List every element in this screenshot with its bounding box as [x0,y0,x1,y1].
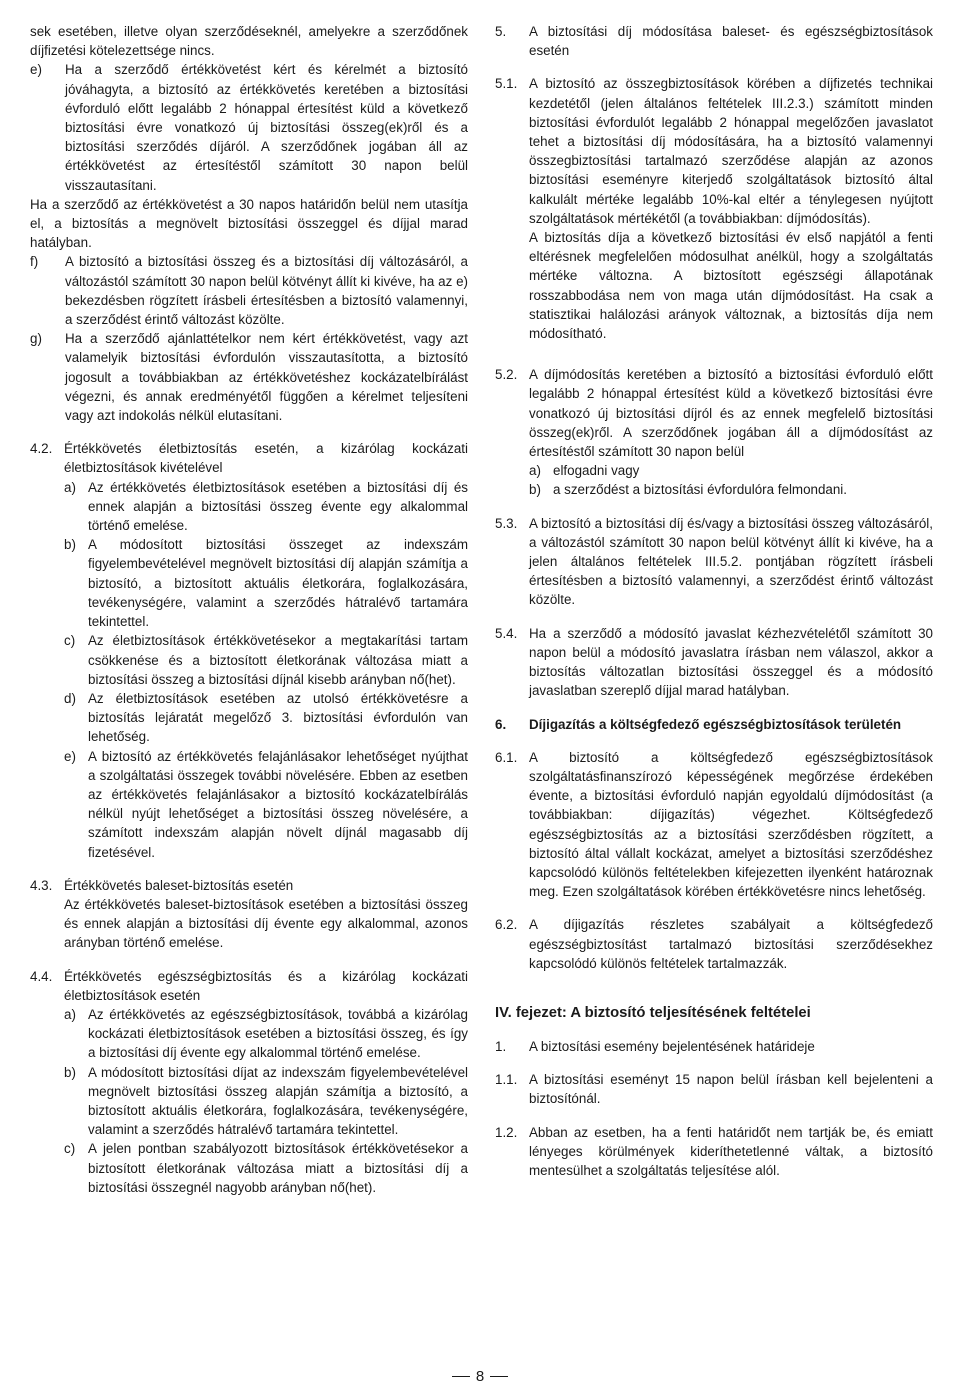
section-6-2-number: 6.2. [495,917,518,933]
section-4-2-item-label: c) [64,633,76,649]
item-f-label: f) [30,254,39,270]
section-4-3-number: 4.3. [30,877,53,893]
item-g-label: g) [30,331,42,347]
section-5-1 [495,74,933,343]
section-5-1-text: A biztosító az összegbiztosítások körében a díjfizetés technikai kezdetétől (jelen általános feltételek III.2.3.) számított minden biztosítási évfordulót legalább 2 hónappal megelőzően javaslatot tehet a biztosítási díj módosítására, ha a biztosító valamennyi összegbiztosítási tartalmazó szerződése alapján az azonos biztosítási eseményre kiterjedő szolgáltatások biztosító által kalkulált mértéke legalább 10%-kal eltér a ténylegesen nyújtott szolgáltatások mértékétől (a továbbiakban: díjmódosítás). [529,76,933,226]
section-iv-1-2 [495,1123,933,1181]
item-e-continuation: Ha a szerződő az értékkövetést a 30 napos határidőn belül nem utasítja el, a biztosítás a megnövelt biztosítási összeggel és díjjal marad hatályban. [30,196,468,251]
section-4-3-title: Értékkövetés baleset-biztosítás esetén [64,877,294,893]
section-5-number: 5. [495,24,507,39]
item-e-text: Ha a szerződő értékkövetést kért és kérelmét a biztosító jóváhagyta, a biztosító az értékkövetés keretében a biztosítási évforduló előtt legalább 2 hónappal értesítést küld a következő biztosítási évre vonatkozó új biztosítási összeg(ek)ről és a biztosítási szerződés díjáról. A szerződőnek jogában áll az értékkövetést az értesítéstől számított 30 napon belül visszautasítani. [65,62,468,193]
section-4-2-item-label: b) [64,537,76,553]
section-5-title: A biztosítási díj módosítása baleset- és egészségbiztosítások esetén [529,24,933,59]
section-6-number: 6. [495,716,507,732]
section-5-2-item [529,480,933,499]
section-4-4-list [64,1005,468,1197]
section-4-2-item [64,535,468,631]
intro-paragraph: sek esetében, illetve olyan szerződéseknél, amelyekre a szerződőnek díjfizetési kötelezettsége nincs. [30,24,468,59]
section-4-4-item-label: b) [64,1064,76,1080]
section-4-4-item [64,1005,468,1063]
section-5-2-text: A díjmódosítás keretében a biztosító a biztosítási évforduló előtt legalább 2 hónappal értesítést küld a következő biztosítási évre vonatkozó új biztosítási díjról és az ennek megfelelő biztosítási összeg(ek)ről. A szerződőnek jogában áll a díjmódosítást az értesítéstől számított 30 napon belül [529,367,933,460]
section-4-2-title: Értékkövetés életbiztosítás esetén, a kizárólag kockázati életbiztosítások kivételével [64,441,468,476]
section-6-2-text: A díjigazítás részletes szabályait a költségfedező egészségbiztosítást tartalmazó biztosítási szerződésekhez kapcsolódó különös feltételek tartalmazzák. [529,917,933,971]
section-4-2 [30,439,468,861]
page-footer [0,1368,960,1385]
section-5-2-item-label: a) [529,463,541,479]
section-4-2-item-label: e) [64,748,76,764]
section-4-4-title: Értékkövetés egészségbiztosítás és a kizárólag kockázati életbiztosítások esetén [64,968,468,1003]
section-6-1-number: 6.1. [495,749,518,765]
footer-dash-right [490,1376,508,1377]
section-4-2-item-label: d) [64,690,76,706]
section-4-2-item [64,689,468,747]
section-5-2-number: 5.2. [495,367,518,383]
section-5-2-item-text: a szerződést a biztosítási évfordulóra felmondani. [553,482,848,498]
section-iv-1-title: A biztosítási esemény bejelentésének határideje [529,1038,815,1054]
section-5-2-item-label: b) [529,482,541,498]
right-column [495,22,933,1180]
section-4-2-item-text: Az értékkövetés életbiztosítások esetében a biztosítási díj és ennek alapján a biztosítási összeg évente egy alkalommal történő emelése. [88,479,468,534]
section-4-4-item-text: A jelen pontban szabályozott biztosítások értékkövetésekor a biztosított életkorának változása miatt a biztosítási díj a biztosítási összegnél nagyobb arányban nő(het). [88,1141,468,1195]
section-5-2-list [529,461,933,499]
item-f [30,252,468,329]
section-5-4 [495,624,933,701]
section-6-heading [495,715,933,734]
section-4-4-item-label: a) [64,1006,76,1022]
section-5-3-number: 5.3. [495,515,518,531]
section-4-4-number: 4.4. [30,968,53,984]
section-5-2 [495,365,933,499]
section-4-2-item [64,478,468,536]
item-g [30,329,468,425]
section-6-title: Díjigazítás a költségfedező egészségbiztosítások területén [529,716,902,732]
section-iv-1-number: 1. [495,1038,507,1054]
section-4-2-item-text: Az életbiztosítások értékkövetésekor a megtakarítási tartam csökkenése és a biztosított életkorának változása miatt a biztosítási összeg a biztosítási díjnál kisebb arányban nő(het). [88,633,468,687]
section-5-4-number: 5.4. [495,625,518,641]
section-iv-1-2-number: 1.2. [495,1124,518,1140]
section-iv-1-1 [495,1070,933,1108]
section-5-4-text: Ha a szerződő a módosító javaslat kézhezvételétől számított 30 napon belül a módosító javaslatra írásban nem válaszol, akkor a biztosítás változatlan biztosítási összeggel és a módosító javaslatban szereplő díjjal marad hatályban. [529,625,933,699]
section-4-2-list [64,478,468,862]
section-5-heading [495,22,933,60]
section-4-4-item-text: A módosított biztosítási díjat az indexszám figyelembevételével megnövelt biztosítási összeg alapján számítja a biztosító, a biztosított aktuális életkorára, foglalkozására, tevékenységére, valamint a szerződés hátralévő tartamára tekintettel. [88,1064,468,1138]
section-4-3 [30,876,468,953]
section-iv-1-heading [495,1037,933,1056]
section-4-4-item [64,1063,468,1140]
section-5-1-number: 5.1. [495,76,518,92]
section-iv-1-1-text: A biztosítási eseményt 15 napon belül írásban kell bejelenteni a biztosítónál. [529,1072,933,1107]
section-4-2-item [64,747,468,862]
section-iv-1-1-number: 1.1. [495,1072,518,1088]
item-f-text: A biztosító a biztosítási összeg és a biztosítási díj változásáról, a változástól számított 30 napon belül kötvényt állít ki kivéve, ha az e) bekezdésben rögzített írásbeli értesítésben a biztosító valamennyi, a szerződést érintő változást közölte. [65,254,468,328]
section-5-2-item [529,461,933,480]
item-e-label: e) [30,62,42,78]
section-4-2-item-text: A módosított biztosítási összeget az indexszám figyelembevételével megnövelt biztosítási díj alapján számítja a biztosító, a biztosított aktuális életkorára, foglalkozására, tevékenységére, valamint a szerződés hátralévő tartamára tekintettel. [88,537,468,630]
section-5-3 [495,514,933,610]
section-4-2-number: 4.2. [30,441,53,457]
item-g-text: Ha a szerződő ajánlattételkor nem kért értékkövetést, vagy azt valamelyik biztosítási évfordulón visszautasította, a biztosító jogosult a továbbiakban az értékkövetéshez kockázatelbírálást végezni, és annak eredményétől függően a kérelmet teljesíteni vagy azt indokolás nélkül elutasítani. [65,331,468,424]
section-iv-1-2-text: Abban az esetben, ha a fenti határidőt nem tartják be, és emiatt lényeges körülmények kideríthetetlenné váltak, a biztosító mentesülhet a szolgáltatás teljesítése alól. [529,1124,933,1178]
section-4-4-item-label: c) [64,1141,76,1157]
section-4-2-item-text: A biztosító az értékkövetés felajánlásakor lehetőséget nyújthat a szolgáltatási összegek további növelésére. Ebben az esetben az értékkövetés felajánlásakor a biztosító kockázatelbírálás nélkül nyújt lehetőséget a biztosítási összeg növelésére, a számított indexszám alapján növelt díjnál magasabb díj fizetésével. [88,748,468,860]
item-e [30,60,468,194]
chapter-iv-heading: IV. fejezet: A biztosító teljesítésének feltételei [495,1004,811,1021]
section-4-4 [30,967,468,1197]
section-4-2-item [64,631,468,689]
section-4-3-text: Az értékkövetés baleset-biztosítások esetében a biztosítási összeg és ennek alapján a biztosítási díj évente egy alkalommal, azonos arányban történő emelése. [64,896,468,951]
section-4-2-item-text: Az életbiztosítások esetében az utolsó értékkövetésre a biztosítás lejáratát megelőző 3. biztosítási évfordulón van lehetőség. [88,690,468,745]
section-6-1-text: A biztosító a költségfedező egészségbiztosítások szolgáltatásfinanszírozó képességének megőrzése érdekében évente, a biztosítási évforduló napján egyoldalú díjmódosítást (a továbbiakban: díjigazítás) végezhet. Költségfedező egészségbiztosítás az a biztosítási szerződésben rögzített, a biztosító által vállalt kockázat, amelyet a biztosítási szerződéshez kapcsolódó különös feltételekben kifejezetten ilyenként határoznak meg. Ezen szolgáltatások körében értékkövetésre nincs lehetőség. [529,749,933,900]
page-number: 8 [475,1368,485,1385]
section-6-2 [495,915,933,973]
footer-dash-left [452,1376,470,1377]
section-5-3-text: A biztosító a biztosítási díj és/vagy a biztosítási összeg változásáról, a változástól számított 30 napon belül kötvényt állít ki kivéve, ha a jelen általános feltételek III.5.2. pontjában rögzített írásbeli értesítésben a biztosító valamennyi, a szerződést érintő változást közölte. [529,515,933,608]
section-4-2-item-label: a) [64,479,76,495]
section-5-1-text-2: A biztosítás díja a következő biztosítási év első napjától a fenti eltérésnek megfelelően módosulhat anélkül, hogy a szolgáltatás mértéke változna. A biztosított egészségi állapotának rosszabbodása nem von maga után díjmódosítást. Ha csak a statisztikai halálozási arányok változnak, a biztosítás díja nem módosítható. [529,230,933,342]
section-4-4-item-text: Az értékkövetés az egészségbiztosítások, továbbá a kizárólag kockázati életbiztosítások esetében a biztosítási összeg, és így a biztosítási díj évente egy alkalommal történő emelése. [88,1006,468,1061]
section-6-1 [495,748,933,902]
left-column [30,22,468,1197]
section-5-2-item-text: elfogadni vagy [553,463,640,479]
section-4-4-item [64,1139,468,1197]
